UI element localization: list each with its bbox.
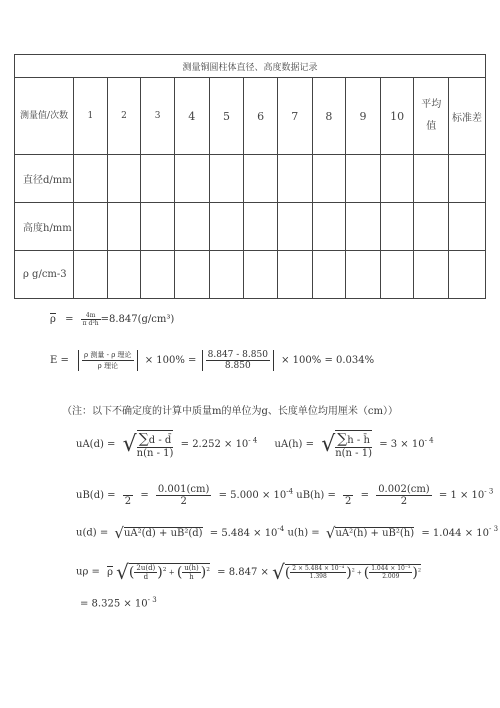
- abs-value-1: $\frac{\text{ρ 测量 - ρ 理论}}{\text{ρ 理论}}$: [78, 350, 138, 371]
- formula-rho: ρ = $\frac{4m}{\text{π d²h}}$ =8.847(g/cm³): [50, 312, 175, 327]
- header-num-8: 8: [312, 78, 346, 155]
- rho-value: =8.847(g/cm³): [100, 314, 175, 325]
- data-record-table: [14, 54, 486, 299]
- header-num-7: 7: [277, 78, 312, 155]
- header-std: 标准差: [449, 78, 486, 155]
- ua-h-sqrt: √ $\frac{\sum h - h̄}{n(n - 1)}$: [321, 431, 373, 459]
- header-num-6: 6: [244, 78, 278, 155]
- rho-fraction: $\frac{4m}{\text{π d²h}}$: [82, 312, 99, 327]
- row-label-density: ρ g/cm-3: [15, 251, 74, 299]
- row-label-height: 高度h/mm: [15, 203, 74, 251]
- abs-value-2: $\frac{8.847 - 8.850}{8.850}$: [202, 350, 274, 371]
- rho-bar-symbol: ρ: [50, 314, 56, 325]
- row-label-diameter: 直径d/mm: [15, 155, 74, 203]
- formula-u-rho: uρ = ρ √( $\frac{2u(d)}{d}$ )$^2$ + ( $\frac{u(h)}{h}$ )$^2$ = 8.847 × √( $\frac{\text{2 × 5.484 × 10⁻⁴}}{1.398}$ )$^2$ + ( $\frac{\text{1.044 × 10⁻³}}{2.009}$ )$^2$: [76, 560, 422, 584]
- header-num-9: 9: [346, 78, 381, 155]
- header-num-5: 5: [209, 78, 244, 155]
- ua-d-sqrt: √ $\frac{\sum d - d̄}{n(n - 1)}$: [122, 431, 174, 459]
- formula-relative-error: E = $\frac{\text{ρ 测量 - ρ 理论}}{\text{ρ 理论}}$ × 100% = $\frac{8.847 - 8.850}{8.850}$ × 100% = 0.034%: [50, 350, 375, 371]
- header-num-2: 2: [107, 78, 141, 155]
- formula-ua: uA(d) = √ $\frac{\sum d - d̄}{n(n - 1)}$ = $2.252 \times 10^{- 4}$ uA(h) = √ $\frac{\sum h - h̄}{n(n - 1)}$ = $3 \times 10^{- 4}$: [76, 431, 434, 459]
- formula-u-combined: $u(d) = √uA^2(d) + uB^2(d) = 5.484 \times 10^{-4}$ $u(h) = √uA^2(h) + uB^2(h) = 1.044 \times 10^{- 3}$: [76, 524, 499, 542]
- u-rho-result: = $8.325 \times 10^{- 3}$: [80, 596, 157, 610]
- table-title: 测量铜圆柱体直径、高度数据记录: [15, 55, 486, 78]
- table-row-height: [15, 203, 486, 251]
- header-label: 测量值/次数: [15, 78, 74, 155]
- table-row-diameter: [15, 155, 486, 203]
- header-num-3: 3: [141, 78, 175, 155]
- header-num-10: 10: [380, 78, 414, 155]
- unit-note: （注：以下不确定度的计算中质量m的单位为g、长度单位均用厘米（cm））: [62, 406, 398, 417]
- header-num-1: 1: [74, 78, 108, 155]
- table-row-density: [15, 251, 486, 299]
- header-average: 平均值: [414, 78, 449, 155]
- header-num-4: 4: [174, 78, 209, 155]
- formula-ub: uB(d) = 2 = $\frac{0.001(cm)}{2}$ = $5.000 \times 10^{-4}$ uB(h) = 2 = $\frac{0.002(cm)}{2}$ = $1 \times 10^{- 3}$: [76, 484, 494, 507]
- table-header-row: [15, 78, 486, 155]
